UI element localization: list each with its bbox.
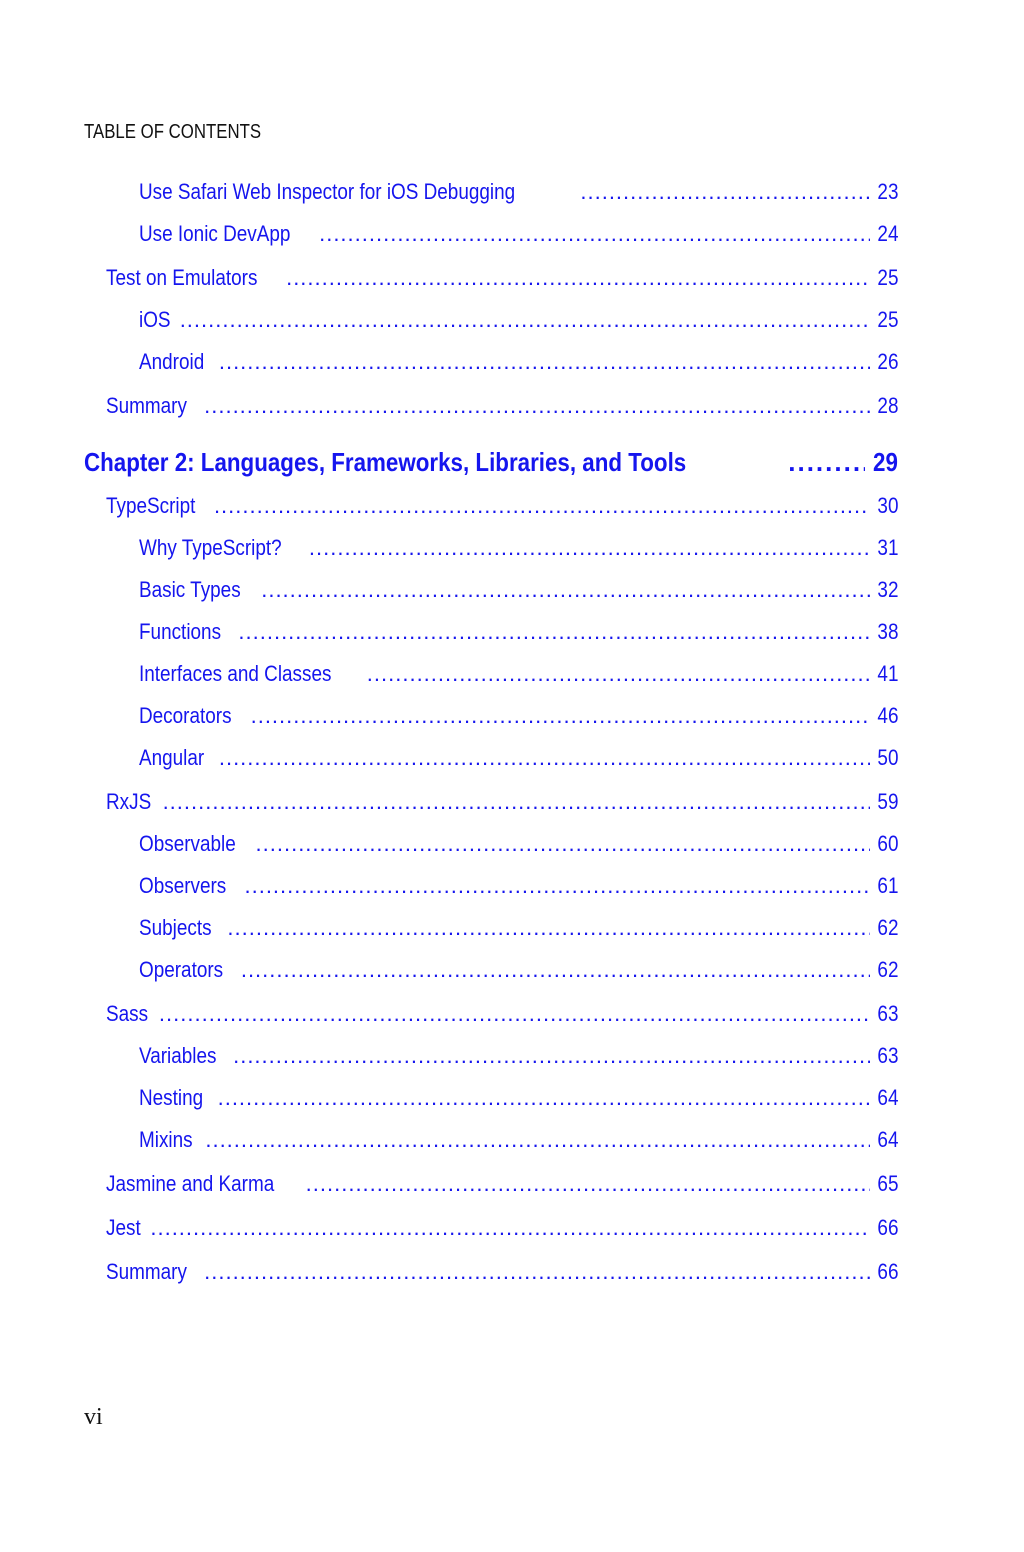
toc-entry-typescript[interactable] [106, 492, 898, 520]
toc-entry-nesting[interactable] [139, 1084, 898, 1112]
toc-entry-title: Operators [139, 957, 224, 982]
toc-entry-page: 46 [876, 703, 898, 728]
dot-leader [238, 618, 869, 646]
toc-entry-page: 28 [876, 393, 898, 418]
toc-entry-title: Android [139, 349, 205, 374]
dot-leader [227, 914, 869, 942]
running-header: TABLE OF CONTENTS [84, 121, 262, 143]
dot-leader [218, 1084, 870, 1112]
toc-entry-mixins[interactable] [139, 1126, 898, 1154]
toc-entry-title: Summary [106, 393, 187, 418]
toc-entry-title: Observers [139, 873, 227, 898]
toc-entry-title: Angular [139, 745, 205, 770]
toc-entry-title: TypeScript [106, 493, 196, 518]
toc-entry-test-on-emulators[interactable] [106, 264, 898, 292]
toc-entry-page: 41 [876, 661, 898, 686]
dot-leader [251, 702, 870, 730]
toc-entry-title: Variables [139, 1043, 217, 1068]
toc-entry-title: Jest [106, 1215, 141, 1240]
toc-entry-why-typescript[interactable] [139, 534, 898, 562]
toc-entry-operators[interactable] [139, 956, 898, 984]
toc-entry-page: 62 [876, 957, 898, 982]
toc-entry-page: 26 [876, 349, 898, 374]
toc-entry-summary-ch1[interactable] [106, 392, 898, 420]
toc-entry-observable[interactable] [139, 830, 898, 858]
dot-leader [233, 1042, 869, 1070]
toc-entry-title: iOS [139, 307, 171, 332]
toc-entry-title: Summary [106, 1259, 187, 1284]
toc-entry-title: Sass [106, 1001, 149, 1026]
toc-entry-page: 31 [876, 535, 898, 560]
toc-entry-rxjs[interactable] [106, 788, 898, 816]
dot-leader [150, 1214, 869, 1242]
dot-leader [286, 264, 869, 292]
toc-chapter-page: 29 [873, 447, 898, 477]
dot-leader [204, 1258, 869, 1286]
toc-entry-basic-types[interactable] [139, 576, 898, 604]
toc-entry-page: 23 [876, 179, 898, 204]
dot-leader [788, 446, 865, 478]
dot-leader [309, 534, 870, 562]
toc-entry-title: Subjects [139, 915, 212, 940]
toc-entry-summary-ch2[interactable] [106, 1258, 898, 1286]
toc-entry-page: 62 [876, 915, 898, 940]
dot-leader [205, 1126, 869, 1154]
toc-entry-jasmine-and-karma[interactable] [106, 1170, 898, 1198]
toc-entry-page: 63 [876, 1001, 898, 1026]
dot-leader [159, 1000, 870, 1028]
toc-entry-title: Observable [139, 831, 236, 856]
dot-leader [244, 872, 869, 900]
toc-entry-title: Use Safari Web Inspector for iOS Debugging [139, 179, 516, 204]
dot-leader [219, 348, 870, 376]
dot-leader [256, 830, 870, 858]
toc-entry-observers[interactable] [139, 872, 898, 900]
toc-entry-android[interactable] [139, 348, 898, 376]
toc-entry-ionic-devapp[interactable] [139, 220, 898, 248]
dot-leader [163, 788, 870, 816]
toc-entry-title: Use Ionic DevApp [139, 221, 291, 246]
dot-leader [580, 178, 869, 206]
toc-entry-title: RxJS [106, 789, 152, 814]
toc-entry-title: Nesting [139, 1085, 204, 1110]
page-number: vi [84, 1404, 103, 1430]
dot-leader [214, 492, 870, 520]
toc-entry-decorators[interactable] [139, 702, 898, 730]
toc-entry-variables[interactable] [139, 1042, 898, 1070]
toc-entry-page: 24 [876, 221, 898, 246]
toc-entry-page: 66 [876, 1259, 898, 1284]
toc-entry-title: Basic Types [139, 577, 241, 602]
toc-entry-page: 38 [876, 619, 898, 644]
dot-leader [241, 956, 870, 984]
toc-entry-title: Interfaces and Classes [139, 661, 332, 686]
dot-leader [367, 660, 870, 688]
dot-leader [204, 392, 869, 420]
toc-entry-functions[interactable] [139, 618, 898, 646]
toc-entry-page: 65 [876, 1171, 898, 1196]
toc-entry-safari-web-inspector[interactable] [139, 178, 898, 206]
toc-entry-sass[interactable] [106, 1000, 898, 1028]
toc-entry-title: Decorators [139, 703, 232, 728]
toc-entry-page: 32 [876, 577, 898, 602]
toc-chapter-2[interactable] [84, 446, 898, 478]
toc-entry-page: 64 [876, 1085, 898, 1110]
toc-entry-title: Functions [139, 619, 222, 644]
toc-entry-page: 64 [876, 1127, 898, 1152]
toc-entry-page: 50 [876, 745, 898, 770]
toc-entry-page: 61 [876, 873, 898, 898]
toc-entry-jest[interactable] [106, 1214, 898, 1242]
dot-leader [306, 1170, 870, 1198]
toc-entry-title: Jasmine and Karma [106, 1171, 275, 1196]
toc-entry-page: 30 [876, 493, 898, 518]
toc-entry-title: Test on Emulators [106, 265, 258, 290]
toc-chapter-title: Chapter 2: Languages, Frameworks, Libraries, and Tools [84, 447, 687, 477]
toc-entry-interfaces-and-classes[interactable] [139, 660, 898, 688]
dot-leader [180, 306, 870, 334]
dot-leader [319, 220, 869, 248]
dot-leader [261, 576, 869, 604]
toc-entry-page: 63 [876, 1043, 898, 1068]
toc-entry-ios[interactable] [139, 306, 898, 334]
toc-entry-subjects[interactable] [139, 914, 898, 942]
toc-entry-page: 25 [876, 307, 898, 332]
dot-leader [219, 744, 870, 772]
toc-entry-title: Mixins [139, 1127, 193, 1152]
toc-entry-page: 25 [876, 265, 898, 290]
toc-entry-angular[interactable] [139, 744, 898, 772]
toc-entry-title: Why TypeScript? [139, 535, 282, 560]
toc-entry-page: 60 [876, 831, 898, 856]
toc-entry-page: 66 [876, 1215, 898, 1240]
toc-entry-page: 59 [876, 789, 898, 814]
